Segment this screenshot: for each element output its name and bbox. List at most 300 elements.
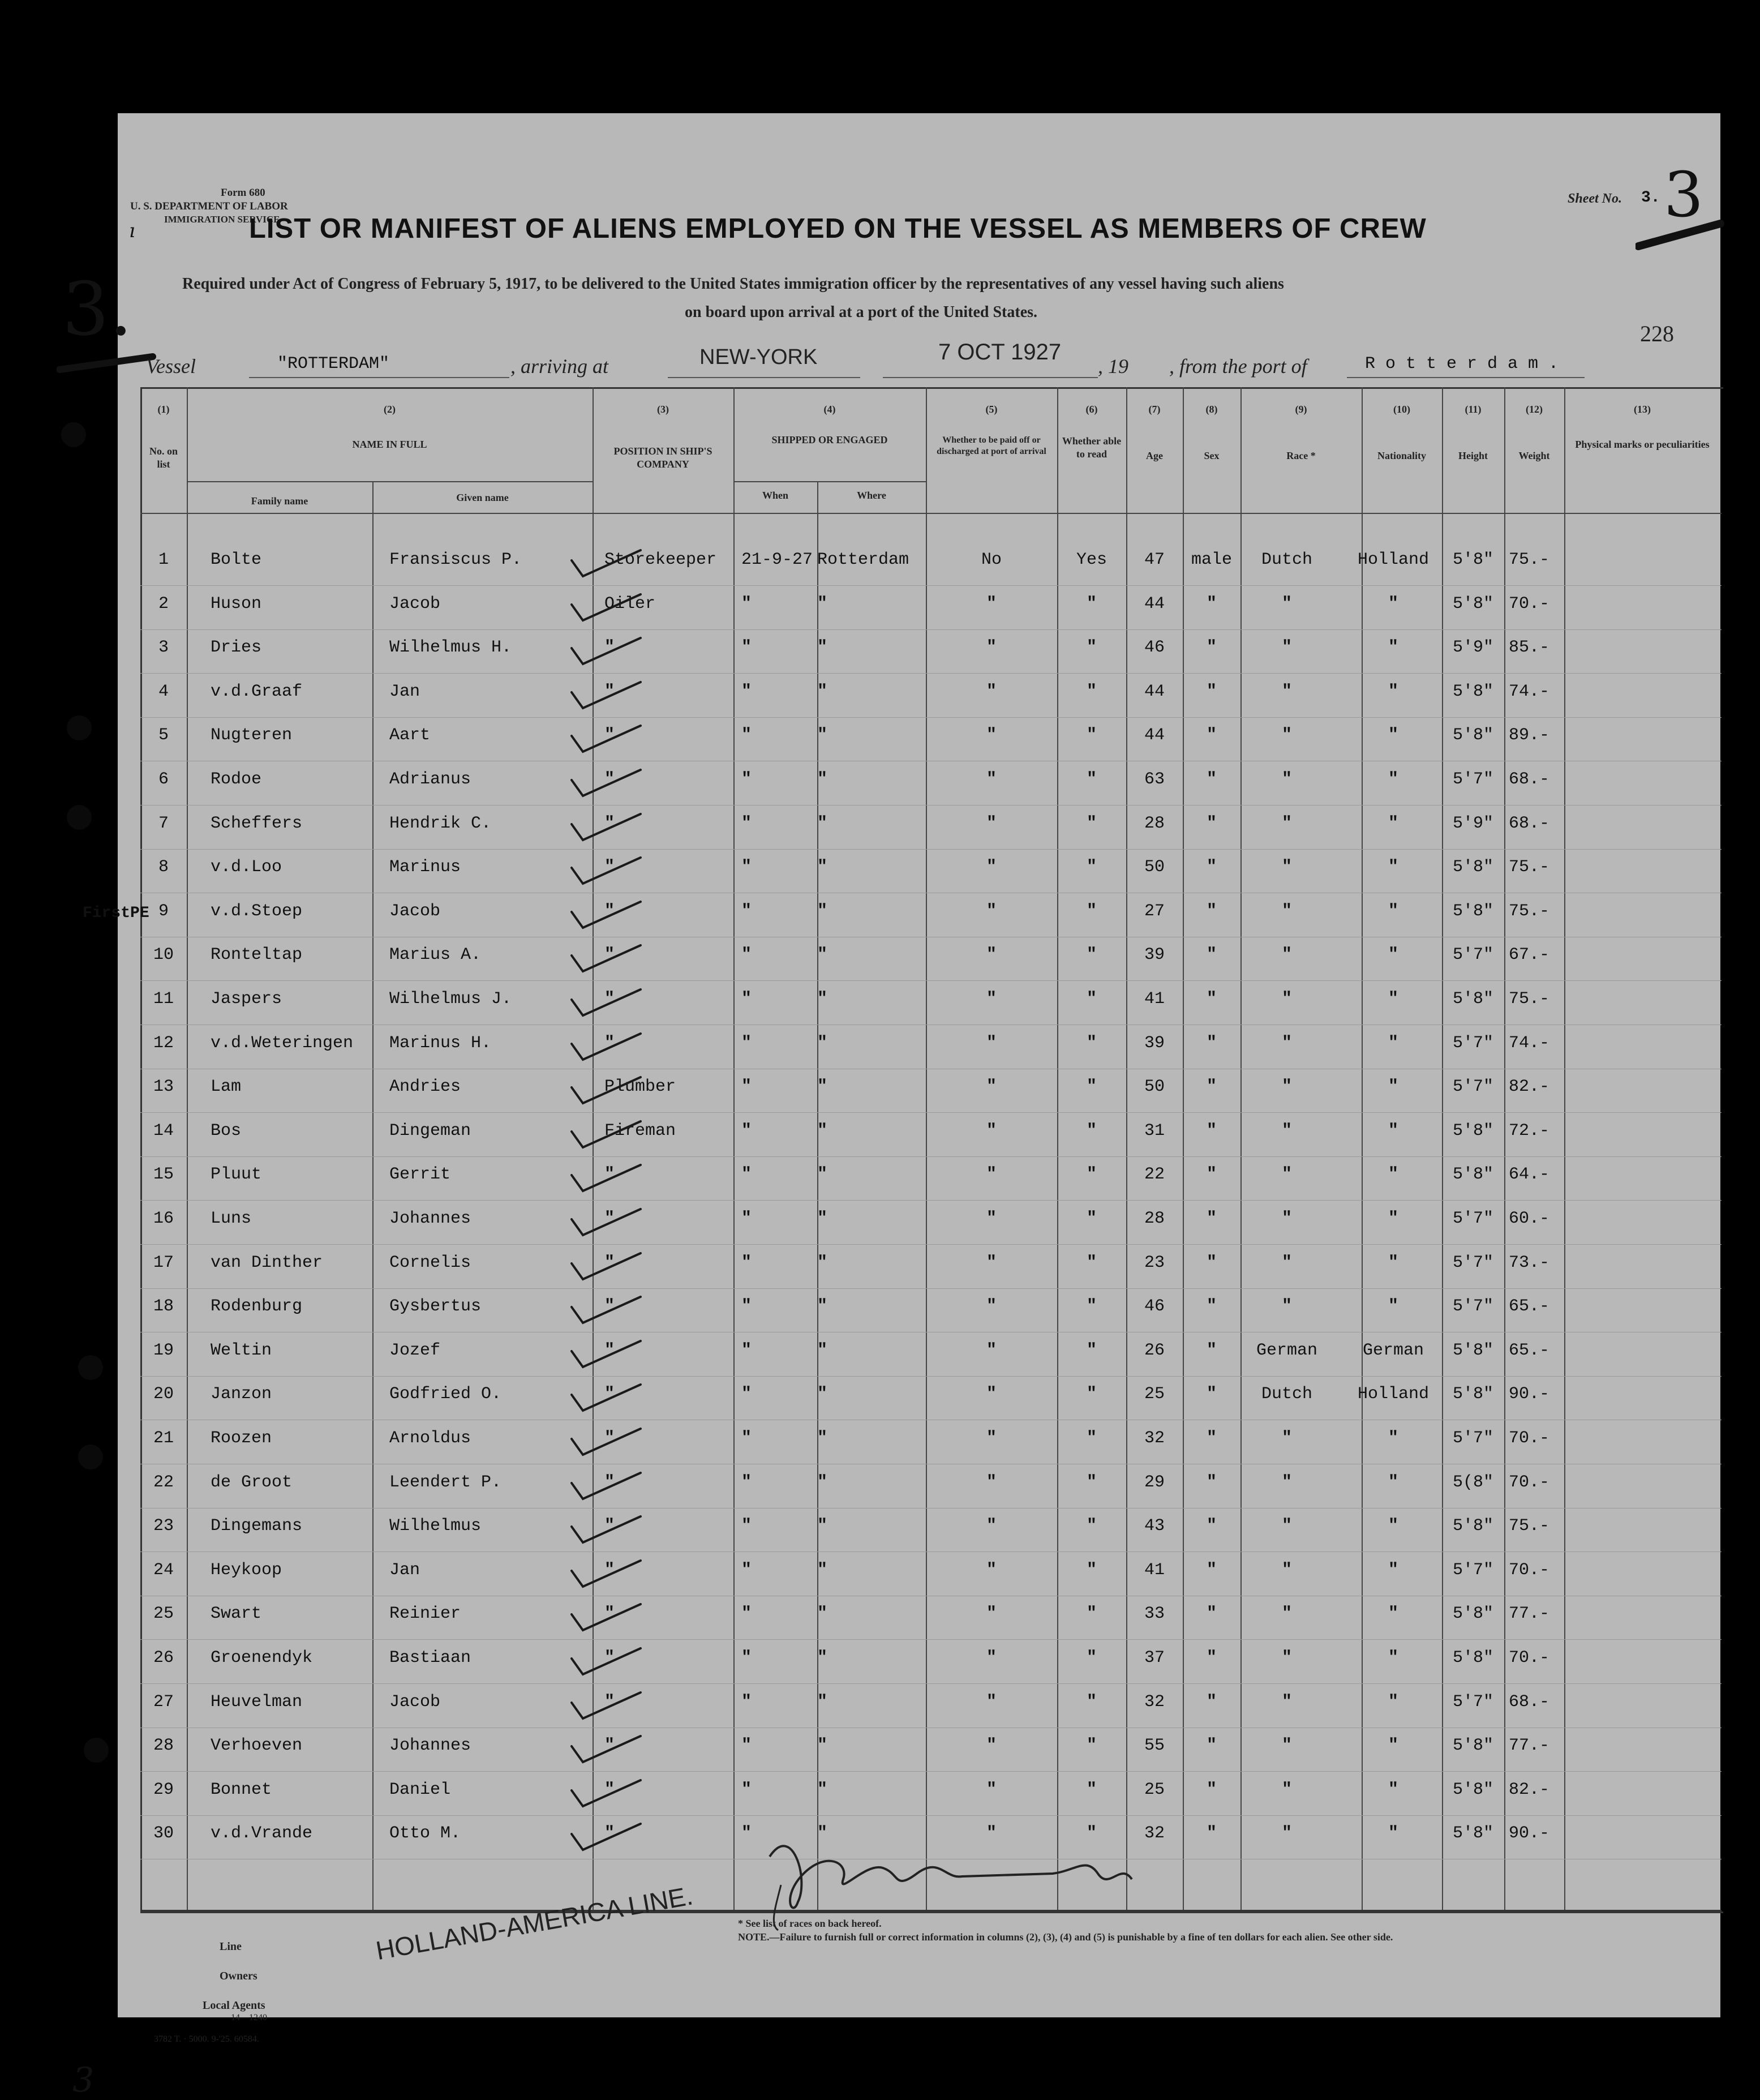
punch-hole <box>78 1355 103 1380</box>
ditto-mark: " <box>1206 1824 1217 1844</box>
date-stamp: 7 OCT 1927 <box>938 340 1062 365</box>
check-mark <box>567 1115 646 1154</box>
cell-height: 5'8" <box>1452 1780 1493 1799</box>
ditto-mark: " <box>1281 1209 1292 1228</box>
ditto-mark: " <box>986 770 997 789</box>
ditto-mark: " <box>1086 1472 1097 1492</box>
cell-age: 47 <box>1144 550 1165 569</box>
cell-given: Dingeman <box>389 1121 471 1141</box>
ditto-mark: " <box>604 1604 615 1624</box>
subtitle-line-1: Required under Act of Congress of February 5, 1917, to be delivered to the United States immigration officer by the representatives of any vessel having such aliens <box>182 275 1284 293</box>
cell-weight: 72.- <box>1508 1121 1549 1141</box>
cell-family: Dingemans <box>211 1516 303 1536</box>
cell-age: 39 <box>1144 945 1165 965</box>
cell-age: 44 <box>1144 682 1165 701</box>
cell-nationality: Holland <box>1357 1385 1430 1404</box>
cell-height: 5'7" <box>1452 1429 1493 1448</box>
ditto-mark: " <box>1281 638 1292 658</box>
cell-weight: 68.- <box>1508 813 1549 833</box>
ditto-mark: " <box>741 945 752 965</box>
ditto-mark: " <box>1388 1165 1398 1185</box>
cell-family: Swart <box>211 1604 262 1624</box>
department-line-2: IMMIGRATION SERVICE <box>164 214 280 225</box>
ditto-mark: " <box>817 989 828 1009</box>
cell-age: 63 <box>1144 770 1165 789</box>
cell-height: 5'8" <box>1452 1340 1493 1360</box>
cell-weight: 74.- <box>1508 682 1549 701</box>
ditto-mark: " <box>604 945 615 965</box>
ditto-mark: " <box>741 901 752 921</box>
cell-weight: 77.- <box>1508 1604 1549 1624</box>
cell-sex: male <box>1191 550 1232 569</box>
cell-height: 5'8" <box>1452 989 1493 1009</box>
ditto-mark: " <box>1281 1560 1292 1580</box>
cell-given: Jozef <box>389 1340 441 1360</box>
cell-no: 15 <box>153 1165 174 1185</box>
cell-age: 43 <box>1144 1516 1165 1536</box>
ditto-mark: " <box>604 1033 615 1053</box>
ditto-mark: " <box>1206 1472 1217 1492</box>
ditto-mark: " <box>1086 638 1097 658</box>
ditto-mark: " <box>1281 682 1292 701</box>
ditto-mark: " <box>1206 1077 1217 1097</box>
cell-height: 5'7" <box>1452 1033 1493 1053</box>
ditto-mark: " <box>986 594 997 614</box>
cell-given: Hendrik C. <box>389 813 492 833</box>
cell-weight: 68.- <box>1508 1692 1549 1712</box>
cell-weight: 75.- <box>1508 550 1549 569</box>
ditto-mark: " <box>817 726 828 745</box>
cell-no: 13 <box>153 1077 174 1097</box>
check-mark <box>567 1773 646 1813</box>
print-code: 3782 T. · 5000. 9-'25. 60584. <box>154 2034 259 2044</box>
cell-no: 27 <box>153 1692 174 1712</box>
cell-age: 29 <box>1144 1472 1165 1492</box>
sheet-number: 3. <box>1641 189 1660 207</box>
cell-family: Rodenburg <box>211 1297 303 1317</box>
cell-weight: 70.- <box>1508 1429 1549 1448</box>
cell-family: Scheffers <box>211 813 303 833</box>
ditto-mark: " <box>986 1780 997 1799</box>
cell-weight: 75.- <box>1508 1516 1549 1536</box>
ditto-mark: " <box>741 770 752 789</box>
ditto-mark: " <box>1281 770 1292 789</box>
cell-age: 23 <box>1144 1253 1165 1272</box>
form-number: Form 680 <box>221 187 265 199</box>
cell-position: Oiler <box>604 594 656 614</box>
cell-given: Cornelis <box>389 1253 471 1272</box>
ditto-mark: " <box>1388 1824 1398 1844</box>
cell-family: Heuvelman <box>211 1692 303 1712</box>
ditto-mark: " <box>817 1033 828 1053</box>
cell-weight: 82.- <box>1508 1780 1549 1799</box>
from-label: , from the port of <box>1169 355 1307 378</box>
cell-given: Arnoldus <box>389 1429 471 1448</box>
ditto-mark: " <box>1388 945 1398 965</box>
ditto-mark: " <box>1388 1121 1398 1141</box>
cell-age: 55 <box>1144 1736 1165 1756</box>
cell-given: Leendert P. <box>389 1472 502 1492</box>
col-where-header: Where <box>857 490 886 501</box>
ditto-mark: " <box>1086 770 1097 789</box>
cell-height: 5'8" <box>1452 550 1493 569</box>
ditto-mark: " <box>817 682 828 701</box>
ditto-mark: " <box>1206 1648 1217 1668</box>
ditto-mark: " <box>1388 1560 1398 1580</box>
ditto-mark: " <box>986 1340 997 1360</box>
ditto-mark: " <box>1388 1297 1398 1317</box>
ditto-mark: " <box>1281 1429 1292 1448</box>
ditto-mark: " <box>1086 1560 1097 1580</box>
cell-no: 2 <box>158 594 169 614</box>
cell-weight: 70.- <box>1508 1648 1549 1668</box>
ditto-mark: " <box>986 1692 997 1712</box>
check-mark <box>567 543 646 583</box>
hand-underline-left <box>57 350 158 378</box>
ditto-mark: " <box>817 1604 828 1624</box>
cell-weight: 68.- <box>1508 770 1549 789</box>
cell-family: Janzon <box>211 1385 272 1404</box>
cell-height: 5'8" <box>1452 594 1493 614</box>
agents-code: 14—1240 <box>231 2013 267 2022</box>
ditto-mark: " <box>1086 1736 1097 1756</box>
ditto-mark: " <box>817 1077 828 1097</box>
check-mark <box>567 1554 646 1593</box>
cell-no: 11 <box>153 989 174 1009</box>
ditto-mark: " <box>1086 858 1097 877</box>
check-mark <box>567 1378 646 1417</box>
ditto-mark: " <box>1388 1780 1398 1799</box>
cell-given: Marinus <box>389 858 461 877</box>
cell-no: 28 <box>153 1736 174 1756</box>
cell-given: Johannes <box>389 1209 471 1228</box>
ditto-mark: " <box>1281 1692 1292 1712</box>
check-mark <box>567 1158 646 1198</box>
ditto-mark: " <box>1206 682 1217 701</box>
cell-height: 5'8" <box>1452 1736 1493 1756</box>
ditto-mark: " <box>986 1077 997 1097</box>
cell-age: 25 <box>1144 1385 1165 1404</box>
ditto-mark: " <box>1086 813 1097 833</box>
ditto-mark: " <box>604 1340 615 1360</box>
ditto-mark: " <box>817 638 828 658</box>
ditto-mark: " <box>1206 858 1217 877</box>
cell-weight: 75.- <box>1508 901 1549 921</box>
check-mark <box>567 1027 646 1066</box>
ditto-mark: " <box>1086 1824 1097 1844</box>
ditto-mark: " <box>604 1472 615 1492</box>
cell-race: Dutch <box>1261 1385 1312 1404</box>
cell-no: 16 <box>153 1209 174 1228</box>
ditto-mark: " <box>986 1824 997 1844</box>
ditto-mark: " <box>741 1560 752 1580</box>
cell-age: 50 <box>1144 858 1165 877</box>
col-family-header: Family name <box>251 495 308 507</box>
crew-table <box>140 387 1723 1913</box>
ditto-mark: " <box>1388 1253 1398 1272</box>
cell-no: 30 <box>153 1824 174 1844</box>
check-mark <box>567 938 646 978</box>
ditto-mark: " <box>1388 1516 1398 1536</box>
ditto-mark: " <box>986 1429 997 1448</box>
margin-note: FirstPE <box>83 905 149 922</box>
ditto-mark: " <box>817 1736 828 1756</box>
ditto-mark: " <box>817 813 828 833</box>
ditto-mark: " <box>817 1297 828 1317</box>
ditto-mark: " <box>817 1385 828 1404</box>
ditto-mark: " <box>741 638 752 658</box>
col-when-header: When <box>762 490 788 501</box>
ditto-mark: " <box>1206 1429 1217 1448</box>
cell-no: 8 <box>158 858 169 877</box>
cell-given: Wilhelmus J. <box>389 989 512 1009</box>
ditto-mark: " <box>741 1516 752 1536</box>
cell-no: 7 <box>158 813 169 833</box>
ditto-mark: " <box>1086 989 1097 1009</box>
ditto-mark: " <box>1206 1385 1217 1404</box>
ditto-mark: " <box>604 1253 615 1272</box>
year-label: , 19 <box>1098 355 1128 378</box>
cell-no: 1 <box>158 550 169 569</box>
cell-given: Gerrit <box>389 1165 451 1185</box>
cell-weight: 74.- <box>1508 1033 1549 1053</box>
col-marks-header: Physical marks or peculiarities <box>1575 439 1710 450</box>
ditto-mark: " <box>1206 1297 1217 1317</box>
ditto-mark: " <box>986 1209 997 1228</box>
corner-handwritten-mark: 3 <box>72 2060 95 2100</box>
ditto-mark: " <box>1086 1253 1097 1272</box>
ditto-mark: " <box>986 1736 997 1756</box>
ditto-mark: " <box>1388 1077 1398 1097</box>
cell-weight: 64.- <box>1508 1165 1549 1185</box>
cell-given: Reinier <box>389 1604 461 1624</box>
ditto-mark: " <box>817 901 828 921</box>
cell-given: Jacob <box>389 594 441 614</box>
footnote-races: * See list of races on back hereof. <box>738 1918 882 1929</box>
ditto-mark: " <box>1388 1429 1398 1448</box>
ditto-mark: " <box>741 858 752 877</box>
cell-race: Dutch <box>1261 550 1312 569</box>
cell-weight: 85.- <box>1508 638 1549 658</box>
ditto-mark: " <box>1388 1692 1398 1712</box>
ditto-mark: " <box>1086 1648 1097 1668</box>
col-paid-off-header: Whether to be paid off or discharged at port of arrival <box>937 435 1046 456</box>
ditto-mark: " <box>986 989 997 1009</box>
from-port: R o t t e r d a m . <box>1365 354 1559 374</box>
ditto-mark: " <box>604 1516 615 1536</box>
line-stamp: HOLLAND-AMERICA LINE. <box>374 1880 696 1966</box>
cell-no: 4 <box>158 682 169 701</box>
ditto-mark: " <box>817 1165 828 1185</box>
cell-age: 32 <box>1144 1824 1165 1844</box>
cell-age: 44 <box>1144 594 1165 614</box>
ditto-mark: " <box>604 858 615 877</box>
ditto-mark: " <box>1206 945 1217 965</box>
ditto-mark: " <box>986 1648 997 1668</box>
ditto-mark: " <box>741 1429 752 1448</box>
ditto-mark: " <box>741 682 752 701</box>
ditto-mark: " <box>741 1780 752 1799</box>
cell-race: German <box>1256 1340 1318 1360</box>
ditto-mark: " <box>817 1824 828 1844</box>
ditto-mark: " <box>741 1253 752 1272</box>
cell-age: 41 <box>1144 989 1165 1009</box>
cell-height: 5'7" <box>1452 945 1493 965</box>
ditto-mark: " <box>1086 1033 1097 1053</box>
cell-family: Lam <box>211 1077 242 1097</box>
ditto-mark: " <box>741 989 752 1009</box>
ditto-mark: " <box>817 1648 828 1668</box>
ditto-mark: " <box>1281 594 1292 614</box>
ditto-mark: " <box>1086 1340 1097 1360</box>
col-weight-header: Weight <box>1518 450 1550 461</box>
ditto-mark: " <box>1388 1472 1398 1492</box>
ditto-mark: " <box>1388 1648 1398 1668</box>
ditto-mark: " <box>1388 726 1398 745</box>
ditto-mark: " <box>986 1472 997 1492</box>
ditto-mark: " <box>817 1516 828 1536</box>
ditto-mark: " <box>817 1780 828 1799</box>
ditto-mark: " <box>604 1736 615 1756</box>
cell-given: Adrianus <box>389 770 471 789</box>
ditto-mark: " <box>741 1297 752 1317</box>
cell-weight: 82.- <box>1508 1077 1549 1097</box>
cell-no: 24 <box>153 1560 174 1580</box>
cell-height: 5'9" <box>1452 813 1493 833</box>
cell-age: 25 <box>1144 1780 1165 1799</box>
ditto-mark: " <box>604 1692 615 1712</box>
ditto-mark: " <box>604 989 615 1009</box>
ditto-mark: " <box>741 726 752 745</box>
check-mark <box>567 1334 646 1374</box>
owners-label: Owners <box>220 1970 257 1982</box>
ditto-mark: " <box>1206 1121 1217 1141</box>
cell-no: 26 <box>153 1648 174 1668</box>
hand-mark: ı <box>129 220 135 242</box>
punch-hole <box>67 715 92 740</box>
cell-height: 5'8" <box>1452 1648 1493 1668</box>
ditto-mark: " <box>817 1253 828 1272</box>
cell-no: 14 <box>153 1121 174 1141</box>
cell-given: Marius A. <box>389 945 482 965</box>
ditto-mark: " <box>1281 1033 1292 1053</box>
cell-position: Fireman <box>604 1121 676 1141</box>
ditto-mark: " <box>1086 1209 1097 1228</box>
cell-weight: 70.- <box>1508 594 1549 614</box>
cell-height: 5(8" <box>1452 1472 1493 1492</box>
ditto-mark: " <box>741 813 752 833</box>
ditto-mark: " <box>1206 1736 1217 1756</box>
ditto-mark: " <box>817 1121 828 1141</box>
ditto-mark: " <box>986 726 997 745</box>
ditto-mark: " <box>1206 1253 1217 1272</box>
check-mark <box>567 675 646 715</box>
cell-age: 28 <box>1144 813 1165 833</box>
punch-hole <box>67 805 92 830</box>
ditto-mark: " <box>986 1385 997 1404</box>
cell-height: 5'8" <box>1452 1385 1493 1404</box>
ditto-mark: " <box>1086 1297 1097 1317</box>
line-label: Line <box>220 1940 242 1953</box>
cell-family: Verhoeven <box>211 1736 303 1756</box>
cell-family: v.d.Graaf <box>211 682 303 701</box>
ditto-mark: " <box>1086 1385 1097 1404</box>
punch-hole <box>78 1445 103 1469</box>
cell-height: 5'7" <box>1452 1692 1493 1712</box>
check-mark <box>567 1642 646 1681</box>
cell-given: Wilhelmus <box>389 1516 482 1536</box>
ditto-mark: " <box>741 1692 752 1712</box>
ditto-mark: " <box>741 1209 752 1228</box>
cell-family: Dries <box>211 638 262 658</box>
ditto-mark: " <box>1206 1692 1217 1712</box>
cell-age: 27 <box>1144 901 1165 921</box>
left-handwritten-number: 3. <box>62 266 133 352</box>
ditto-mark: " <box>817 1692 828 1712</box>
ditto-mark: " <box>1281 1121 1292 1141</box>
ditto-mark: " <box>1388 989 1398 1009</box>
cell-family: Bolte <box>211 550 262 569</box>
col-age-header: Age <box>1146 450 1163 461</box>
footnote-penalty: NOTE.—Failure to furnish full or correct information in columns (2), (3), (4) and (5) is punishable by a fine of ten dollars for each alien. See other side. <box>738 1931 1393 1943</box>
ditto-mark: " <box>1206 989 1217 1009</box>
check-mark <box>567 1510 646 1549</box>
ditto-mark: " <box>1086 1516 1097 1536</box>
ditto-mark: " <box>1281 1604 1292 1624</box>
check-mark <box>567 588 646 627</box>
cell-given: Otto M. <box>389 1824 461 1844</box>
cell-no: 10 <box>153 945 174 965</box>
ditto-mark: " <box>1281 858 1292 877</box>
ditto-mark: " <box>1206 1033 1217 1053</box>
cell-given: Bastiaan <box>389 1648 471 1668</box>
cell-family: Ronteltap <box>211 945 303 965</box>
col-sex-header: Sex <box>1204 450 1220 461</box>
cell-height: 5'8" <box>1452 1516 1493 1536</box>
cell-position: Storekeeper <box>604 550 717 569</box>
ditto-mark: " <box>741 1077 752 1097</box>
ditto-mark: " <box>817 945 828 965</box>
ditto-mark: " <box>986 1604 997 1624</box>
ditto-mark: " <box>1281 1780 1292 1799</box>
cell-weight: 70.- <box>1508 1560 1549 1580</box>
cell-given: Fransiscus P. <box>389 550 522 569</box>
vessel-label: Vessel <box>146 355 196 378</box>
cell-nationality: Holland <box>1357 550 1430 569</box>
cell-family: Pluut <box>211 1165 262 1185</box>
ditto-mark: " <box>986 638 997 658</box>
ditto-mark: " <box>1086 594 1097 614</box>
ditto-mark: " <box>986 901 997 921</box>
cell-given: Aart <box>389 726 431 745</box>
col-shipped-header: SHIPPED OR ENGAGED <box>771 434 888 445</box>
cell-no: 3 <box>158 638 169 658</box>
ditto-mark: " <box>1206 638 1217 658</box>
cell-given: Daniel <box>389 1780 451 1799</box>
ditto-mark: " <box>1281 726 1292 745</box>
ditto-mark: " <box>604 813 615 833</box>
cell-family: de Groot <box>211 1472 293 1492</box>
ditto-mark: " <box>741 1385 752 1404</box>
ditto-mark: " <box>1086 682 1097 701</box>
agents-label: Local Agents <box>203 1999 265 2012</box>
ditto-mark: " <box>604 1648 615 1668</box>
ditto-mark: " <box>1281 1297 1292 1317</box>
check-mark <box>567 1686 646 1725</box>
check-mark <box>567 1729 646 1769</box>
ditto-mark: " <box>604 1429 615 1448</box>
ditto-mark: " <box>1206 1165 1217 1185</box>
